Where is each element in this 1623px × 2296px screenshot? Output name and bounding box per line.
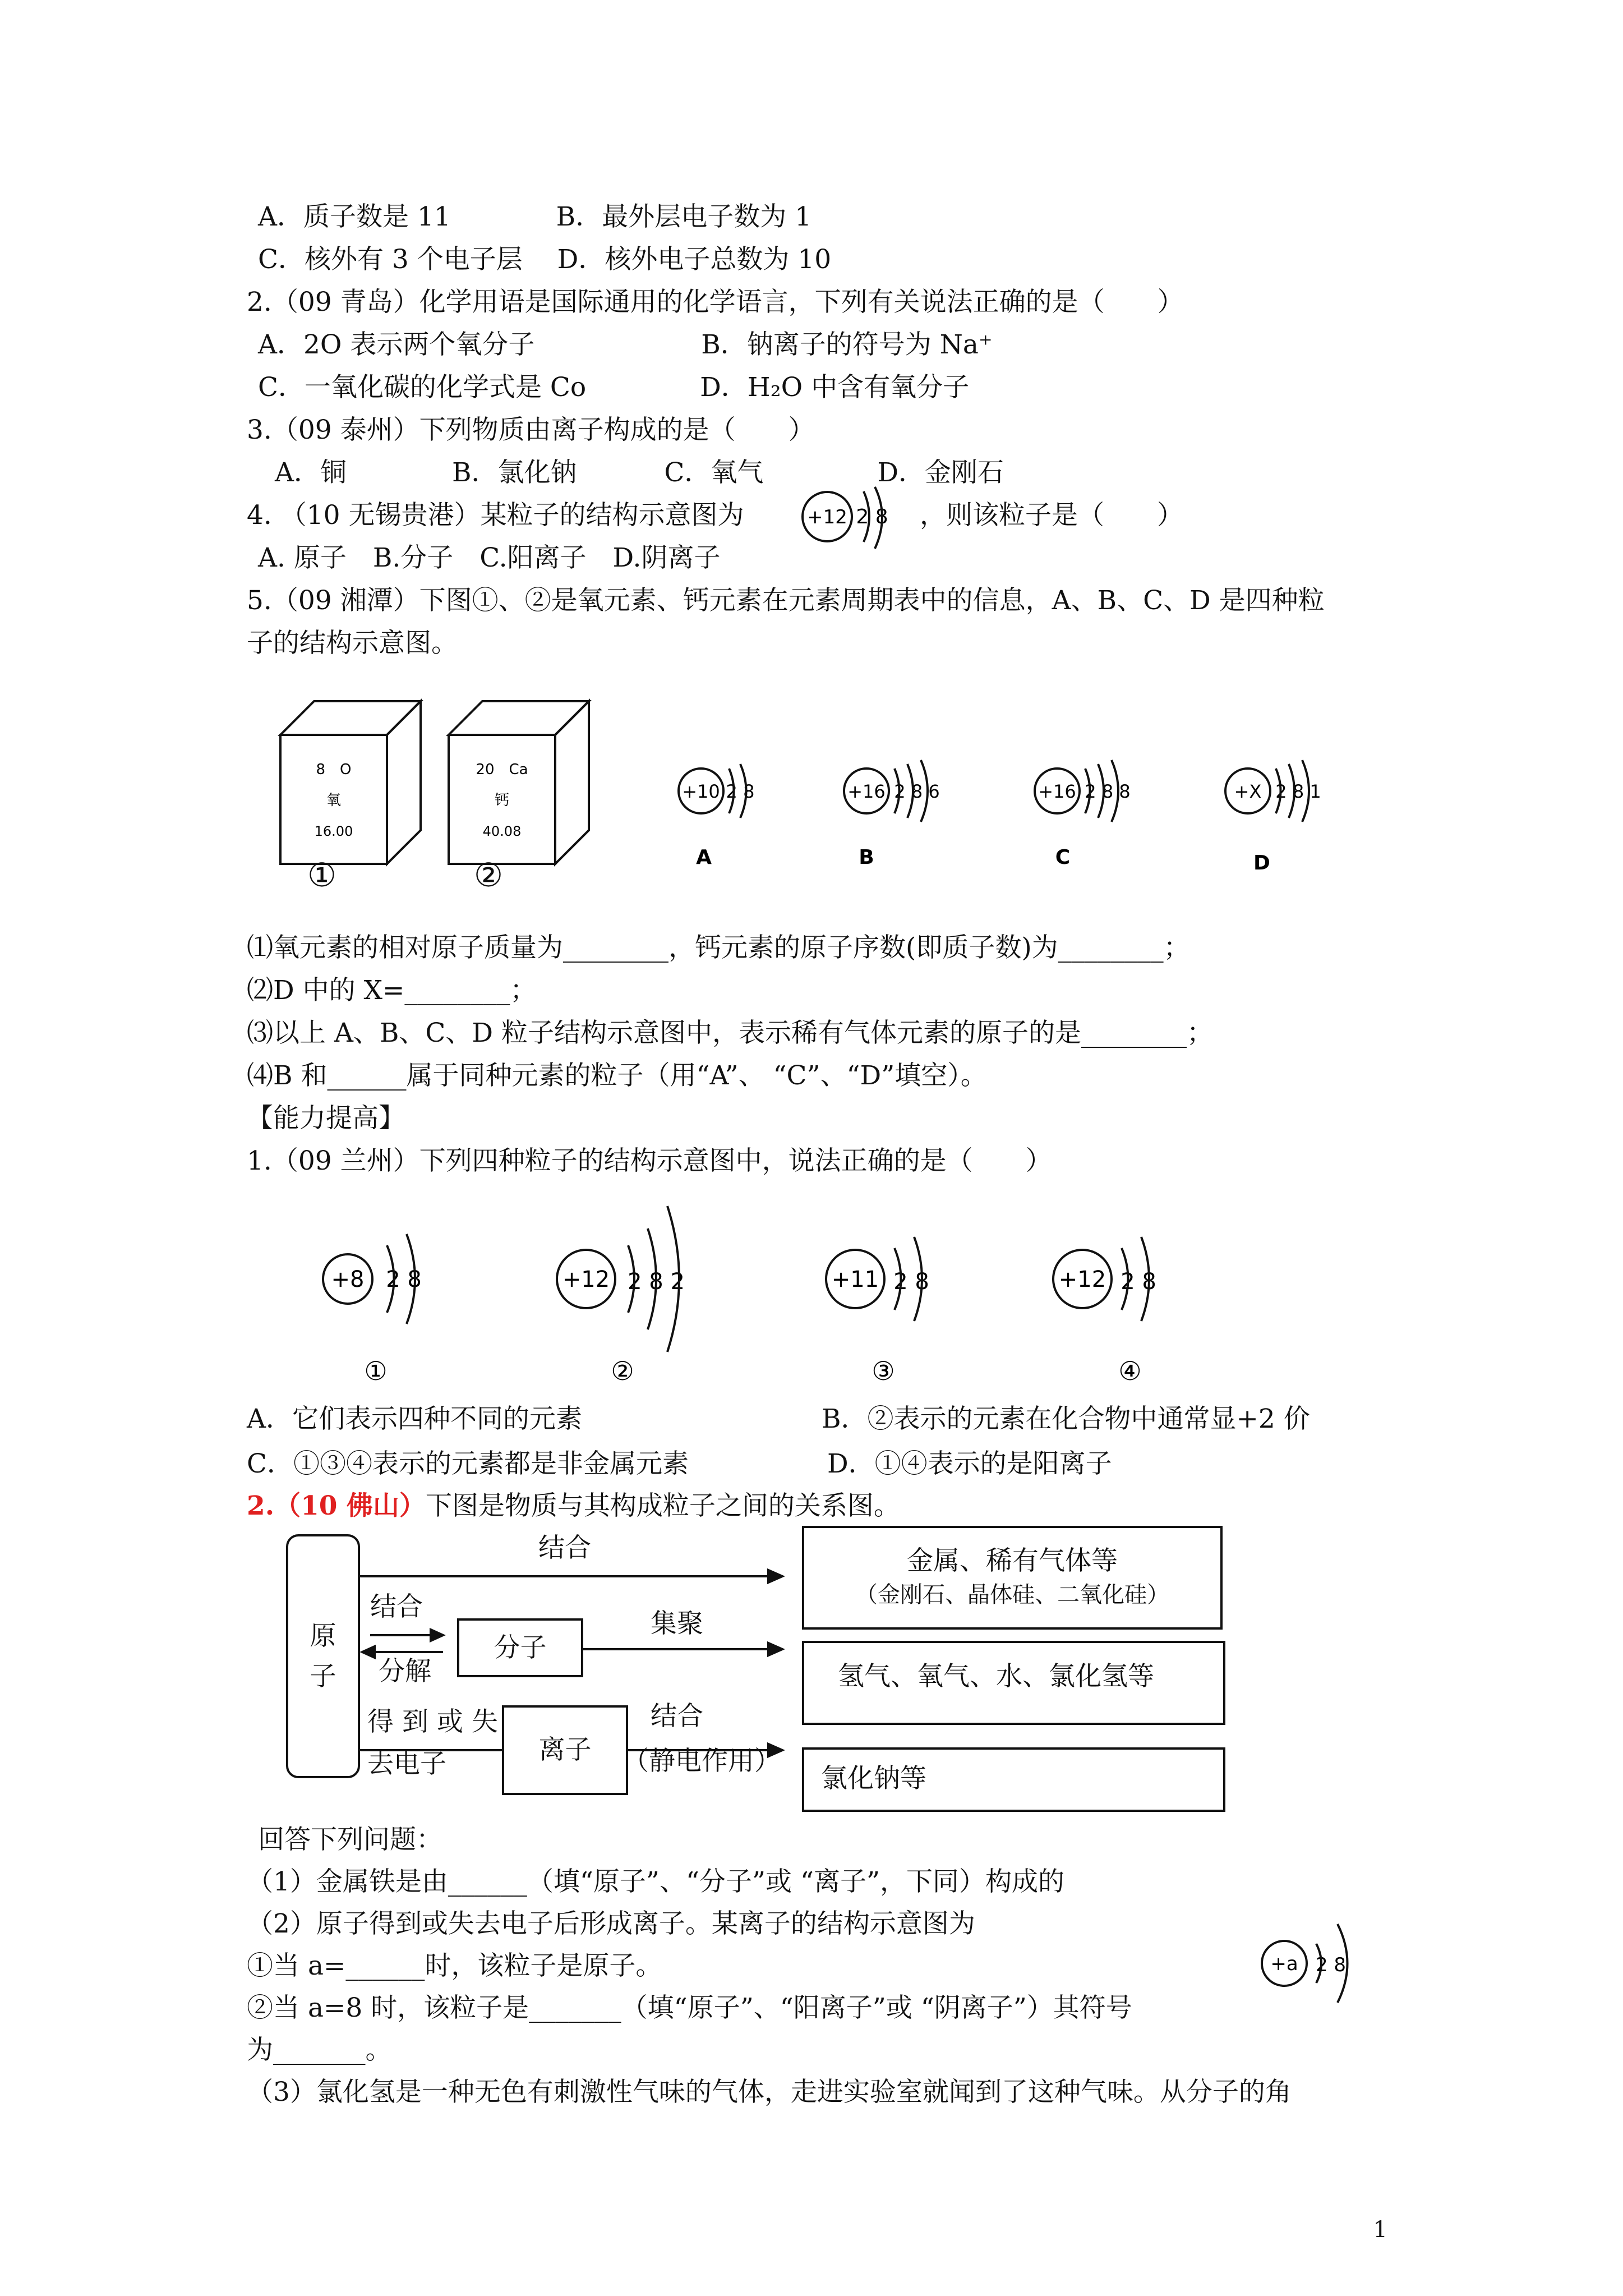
decompose-label: 分解 [379, 1656, 431, 1687]
svg-text:③: ③ [872, 1356, 895, 1386]
svg-text:+12: +12 [1058, 1267, 1106, 1292]
svg-text:+11: +11 [831, 1267, 879, 1292]
q1-options-cd: C．核外有 3 个电子层 D．核外电子总数为 10 [258, 244, 832, 275]
answer-q3: （3）氯化氢是一种无色有刺激性气味的气体，走进实验室就闻到了这种气味。从分子的角 [247, 2077, 1292, 2108]
metal-sublabel: （金刚石、晶体硅、二氧化硅） [855, 1581, 1169, 1608]
section-heading: 【能力提高】 [247, 1103, 405, 1134]
q3-options: A．铜 B．氯化钠 C．氧气 D．金刚石 [275, 457, 1004, 488]
ab2-number: 2.（10 佛山） [247, 1490, 426, 1521]
answer-q2-2: ②当 a=8 时，该粒子是_______（填“原子”、“阳离子”或 “阴离子”）其符号 [247, 1993, 1132, 2023]
svg-text:2 8: 2 8 [386, 1267, 422, 1292]
electrostatic-label: （静电作用） [623, 1746, 781, 1777]
q2-options-cd: C．一氧化碳的化学式是 Co D．H₂O 中含有氧分子 [258, 372, 970, 403]
gather-label: 集聚 [651, 1608, 703, 1639]
q4-stem-end: ，则该粒子是（ ） [920, 500, 1183, 531]
svg-text:2 8: 2 8 [856, 505, 888, 528]
svg-text:2 8 2: 2 8 2 [628, 1269, 685, 1295]
answer-q1: （1）金属铁是由______（填“原子”、“分子”或 “离子”，下同）构成的 [247, 1866, 1065, 1897]
ion-substances-label: 氯化钠等 [821, 1763, 926, 1794]
q1-options-ab: A．质子数是 11 B．最外层电子数为 1 [258, 201, 812, 232]
answer-q2-1: ①当 a=______时，该粒子是原子。 [247, 1950, 662, 1981]
combine-ion-label: 结合 [651, 1701, 703, 1732]
q3-stem: 3.（09 泰州）下列物质由离子构成的是（ ） [247, 415, 815, 445]
q2-stem: 2.（09 青岛）化学用语是国际通用的化学语言，下列有关说法正确的是（ ） [247, 287, 1184, 318]
svg-text:2 8 6: 2 8 6 [894, 781, 940, 802]
svg-text:A: A [696, 846, 712, 869]
svg-text:2 8: 2 8 [726, 781, 755, 802]
ab1-option-a: A．它们表示四种不同的元素 [247, 1404, 582, 1434]
svg-text:+10: +10 [682, 781, 720, 802]
svg-text:2 8 1: 2 8 1 [1275, 781, 1321, 802]
q4-options: A. 原子 B.分子 C.阳离子 D.阴离子 [258, 542, 721, 573]
svg-text:C: C [1055, 846, 1071, 869]
svg-text:B: B [859, 846, 874, 869]
molecule-substances-label: 氢气、氧气、水、氯化氢等 [838, 1661, 1154, 1692]
gain-lose-label-1: 得 到 或 失 [367, 1706, 498, 1737]
q5-part2: ⑵D 中的 X=________； [247, 975, 537, 1006]
cube-label-1: ① [307, 856, 336, 894]
svg-text:钙: 钙 [494, 792, 510, 809]
svg-text:8 O: 8 O [316, 761, 352, 778]
svg-text:16.00: 16.00 [314, 823, 353, 839]
cube-label-2: ② [474, 856, 503, 894]
svg-text:2 8: 2 8 [1315, 1954, 1347, 1976]
svg-text:2 8 8: 2 8 8 [1085, 781, 1131, 802]
ab1-option-c: C．①③④表示的元素都是非金属元素 [247, 1448, 689, 1479]
answer-q2-3: 为_______。 [247, 2035, 392, 2065]
svg-text:氧: 氧 [326, 792, 342, 809]
ab1-option-d: D．①④表示的是阳离子 [827, 1448, 1112, 1479]
ion-label: 离子 [538, 1734, 592, 1765]
q5-part1: ⑴氧元素的相对原子质量为________，钙元素的原子序数(即质子数)为________； [247, 932, 1190, 963]
gain-lose-label-2: 去电子 [367, 1749, 446, 1779]
svg-text:2 8: 2 8 [893, 1269, 929, 1295]
atom-label: 原 子 [310, 1620, 336, 1692]
svg-text:+a: +a [1270, 1953, 1298, 1975]
svg-text:①: ① [364, 1356, 388, 1386]
svg-text:2 8: 2 8 [1121, 1269, 1156, 1295]
svg-text:+8: +8 [331, 1267, 365, 1292]
page-number: 1 [1373, 2217, 1387, 2243]
combine-top-label: 结合 [538, 1533, 591, 1563]
ab1-stem: 1.（09 兰州）下列四种粒子的结构示意图中，说法正确的是（ ） [247, 1145, 1052, 1176]
metal-label: 金属、稀有气体等 [907, 1545, 1118, 1576]
svg-text:40.08: 40.08 [482, 823, 522, 839]
svg-text:+16: +16 [847, 781, 886, 802]
svg-text:D: D [1253, 852, 1270, 875]
svg-text:+X: +X [1234, 781, 1262, 802]
svg-text:+12: +12 [807, 506, 847, 528]
ab2-text: 下图是物质与其构成粒子之间的关系图。 [425, 1490, 900, 1521]
combine-label: 结合 [370, 1591, 423, 1622]
q4-stem: 4. （10 无锡贵港）某粒子的结构示意图为 [247, 500, 744, 531]
q5-part3: ⑶以上 A、B、C、D 粒子结构示意图中，表示稀有气体元素的原子的是________； [247, 1018, 1214, 1048]
answer-q2: （2）原子得到或失去电子后形成离子。某离子的结构示意图为 [247, 1908, 975, 1939]
svg-text:+16: +16 [1038, 781, 1076, 802]
svg-text:+12: +12 [562, 1267, 610, 1292]
molecule-label: 分子 [494, 1632, 547, 1663]
ab1-option-b: B．②表示的元素在化合物中通常显+2 价 [822, 1404, 1310, 1434]
ion-atom-diagram [1253, 1913, 1388, 2014]
q5-part4: ⑷B 和______属于同种元素的粒子（用“A”、 “C”、“D”填空）。 [247, 1060, 987, 1091]
q2-options-ab: A．2O 表示两个氧分子 B．钠离子的符号为 Na⁺ [258, 329, 993, 360]
svg-text:20 Ca: 20 Ca [476, 761, 528, 778]
svg-text:②: ② [611, 1356, 634, 1386]
svg-text:④: ④ [1118, 1356, 1142, 1386]
q5-stem-2: 子的结构示意图。 [247, 628, 458, 659]
answer-intro: 回答下列问题： [258, 1824, 442, 1855]
q5-stem-1: 5.（09 湘潭）下图①、②是氧元素、钙元素在元素周期表中的信息，A、B、C、D 是四种粒 [247, 585, 1325, 616]
